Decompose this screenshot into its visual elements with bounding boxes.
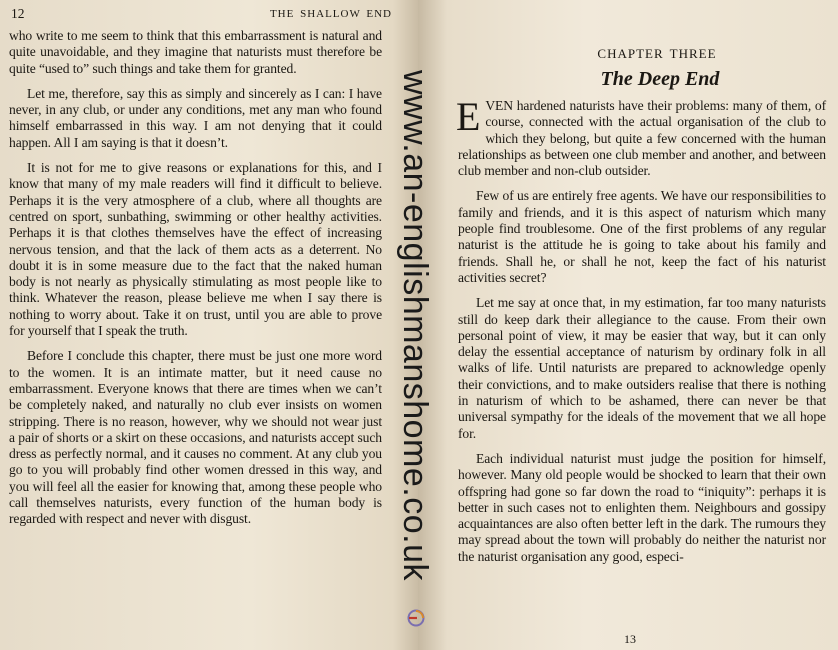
right-paragraph-1	[456, 94, 826, 179]
right-paragraph-4: Each individual naturist must judge the position for himself, however. Many old people would be shocked to learn that their own offspring had gone so far down the road to “iniquity”: perhaps it is better in such cases not to enlighten them. Neighbours and gossipy acquaintances are also often better left in the dark. The rumours they may spread about the town will probably do neither the naturist nor the naturist organisation any good, especi-	[458, 450, 826, 564]
left-paragraph-2: Let me, therefore, say this as simply and sincerely as I can: I have never, in any club, or under any conditions, met any man who found himself embarrassed in this way. I am not denying that it could happen. All I am saying is that it doesn’t.	[9, 85, 382, 150]
running-head: THE SHALLOW END	[269, 8, 392, 20]
site-logo-icon	[406, 608, 426, 628]
left-paragraph-3: It is not for me to give reasons or explanations for this, and I know that many of my male readers will find it difficult to believe. Perhaps it is the very atmosphere of a club, where all thoughts are centred on sport, sunbathing, swimming or other healthy activities. Perhaps it is that clothes themselves have the effect of increasing nervous tension, and that the lack of them acts as a deterrent. No doubt it is in some measure due to the fact that the naked human body is not nearly as physically stimulating as most people like to think. Whatever the reason, please believe me when I say there is nothing to worry about. Take it on trust, until you are able to prove for yourself that I speak the truth.	[9, 160, 382, 339]
left-paragraph-1: who write to me seem to think that this embarrassment is natural and quite unavoidable, and they imagine that naturists must therefore be quite “used to” such things and take them for granted.	[9, 28, 382, 76]
drop-cap: E	[456, 94, 481, 139]
chapter-title: The Deep End	[600, 68, 720, 90]
left-page	[0, 0, 418, 650]
right-paragraph-1-text: VEN hardened naturists have their problems: many of them, of course, connected with the actual organisation of the club to which they belong, but quite a few concerned with the human relationships as between one club member and another, and between club member and non-club outsider.	[458, 98, 826, 179]
left-page-header	[9, 6, 392, 28]
left-paragraph-4: Before I conclude this chapter, there must be just one more word to the women. It is an intimate matter, but it need cause no embarrassment. Everyone knows that there are times when we can’t be completely naked, and naturally no club ever insists on women stripping. There is no reason, however, why we should not wear just a pair of shorts or a skirt on these occasions, and naturists accept such dress as perfectly normal, and it causes no comment. At any club you go to you will probably find other women dressed in this way, and you will feel all the easier for knowing that, among these people who call themselves naturists, every function of the human body is regarded with respect and never with disgust.	[9, 348, 382, 527]
chapter-label: CHAPTER THREE	[597, 46, 717, 61]
right-paragraph-2: Few of us are entirely free agents. We have our responsibilities to family and friends, and it is this aspect of naturism which many people find troublesome. One of the first problems of any regular naturist is the attitude he is going to take about his family and friends. Shall he, or shall he not, keep the fact of his naturist activities secret?	[458, 188, 826, 285]
right-paragraph-3: Let me say at once that, in my estimation, far too many naturists still do keep dark their allegiance to the cause. From their own personal point of view, it may be easier that way, but it can only delay the essential acceptance of naturism by ordinary folk in all walks of life. Until naturists are prepared to acknowledge openly their convictions, and to make outsiders realise that there is nothing in naturism of which to be ashamed, there can never be that universal sympathy for the ideals of the movement that we all hope for.	[458, 295, 826, 441]
page-number-right: 13	[624, 632, 636, 646]
page-number-left: 12	[11, 6, 25, 21]
watermark-text: www.an-englishmanshome.co.uk	[396, 69, 435, 581]
right-page	[418, 0, 838, 650]
